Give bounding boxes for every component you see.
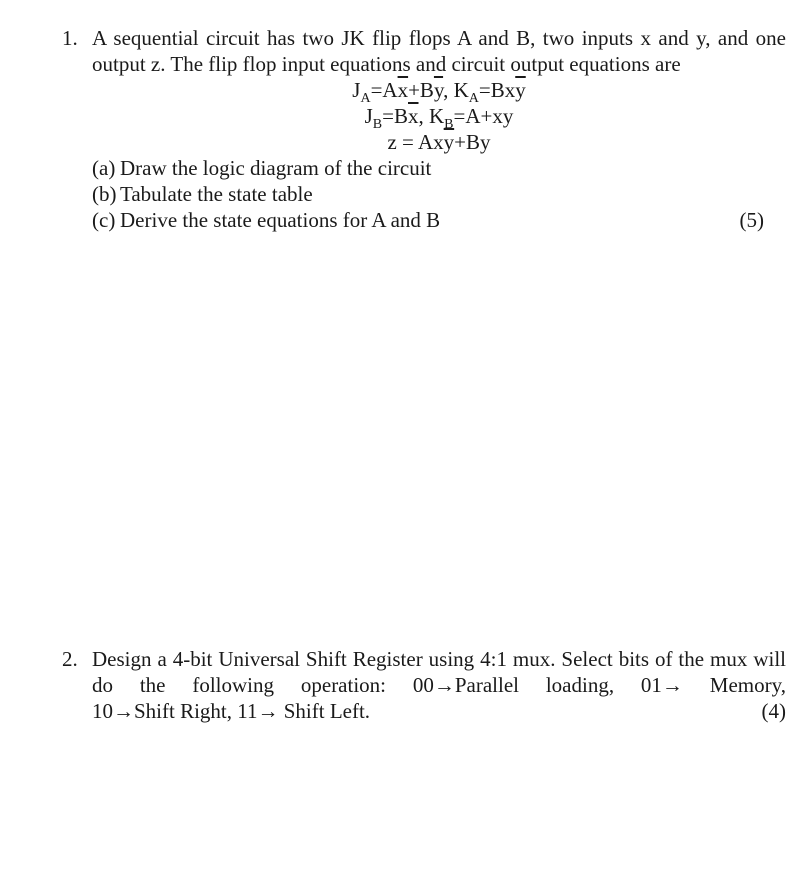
sub-question-text: Draw the logic diagram of the circuit (120, 156, 432, 180)
marks: (5) (739, 208, 764, 232)
equations (92, 77, 786, 155)
question-text: Design a 4-bit Universal Shift Register using 4:1 mux. Select bits of the mux will do the following operation: 00→Parallel loading, 01→ Memory, (92, 647, 786, 697)
eq-subscript: A (360, 91, 371, 107)
marks: (4) (761, 699, 786, 723)
eq-symbol: K (453, 78, 469, 102)
sub-question-label: (c) (92, 208, 116, 232)
sub-questions (92, 155, 772, 233)
question-number: 1. (62, 26, 78, 50)
eq-term: +B (408, 78, 434, 102)
equation-jb-kb (92, 103, 786, 133)
eq-complement: $\overline{x}$ (397, 78, 409, 102)
eq-term: z = Ax (387, 130, 444, 154)
question-text-last-line (92, 698, 786, 724)
eq-complement: $\overline{x}$ (408, 104, 419, 128)
eq-term: =B (382, 104, 408, 128)
question-number: 2. (62, 647, 78, 671)
eq-separator: , (443, 78, 454, 102)
eq-separator: , (418, 104, 429, 128)
question-text-end: 10→Shift Right, 11→ Shift Left. (92, 699, 371, 723)
eq-complement: $\overline{y}$ (443, 130, 455, 154)
eq-term: =Bx (478, 78, 516, 102)
question-text: A sequential circuit has two JK flip flops A and B, two inputs x and y, and one output z. The flip flop input equations and circuit output equations are (92, 26, 786, 76)
eq-term: =A (370, 78, 398, 102)
eq-term: +By (454, 130, 491, 154)
sub-question-text: Tabulate the state table (120, 182, 313, 206)
sub-question-b (92, 181, 772, 207)
eq-symbol: K (429, 104, 445, 128)
sub-question-c (92, 207, 772, 233)
sub-question-a (92, 155, 772, 181)
sub-question-label: (a) (92, 156, 116, 180)
eq-symbol: J (352, 78, 361, 102)
eq-subscript: B (444, 117, 454, 133)
eq-complement: $\overline{y}$ (433, 78, 444, 102)
eq-term: =A+xy (453, 104, 514, 128)
equation-ja-ka (92, 77, 786, 107)
eq-complement: $\overline{y}$ (515, 78, 526, 102)
eq-subscript: B (372, 117, 383, 133)
sub-question-text: Derive the state equations for A and B (120, 208, 441, 232)
eq-subscript: A (468, 91, 479, 107)
equation-z (92, 129, 786, 155)
sub-question-label: (b) (92, 182, 117, 206)
eq-symbol: J (364, 104, 373, 128)
